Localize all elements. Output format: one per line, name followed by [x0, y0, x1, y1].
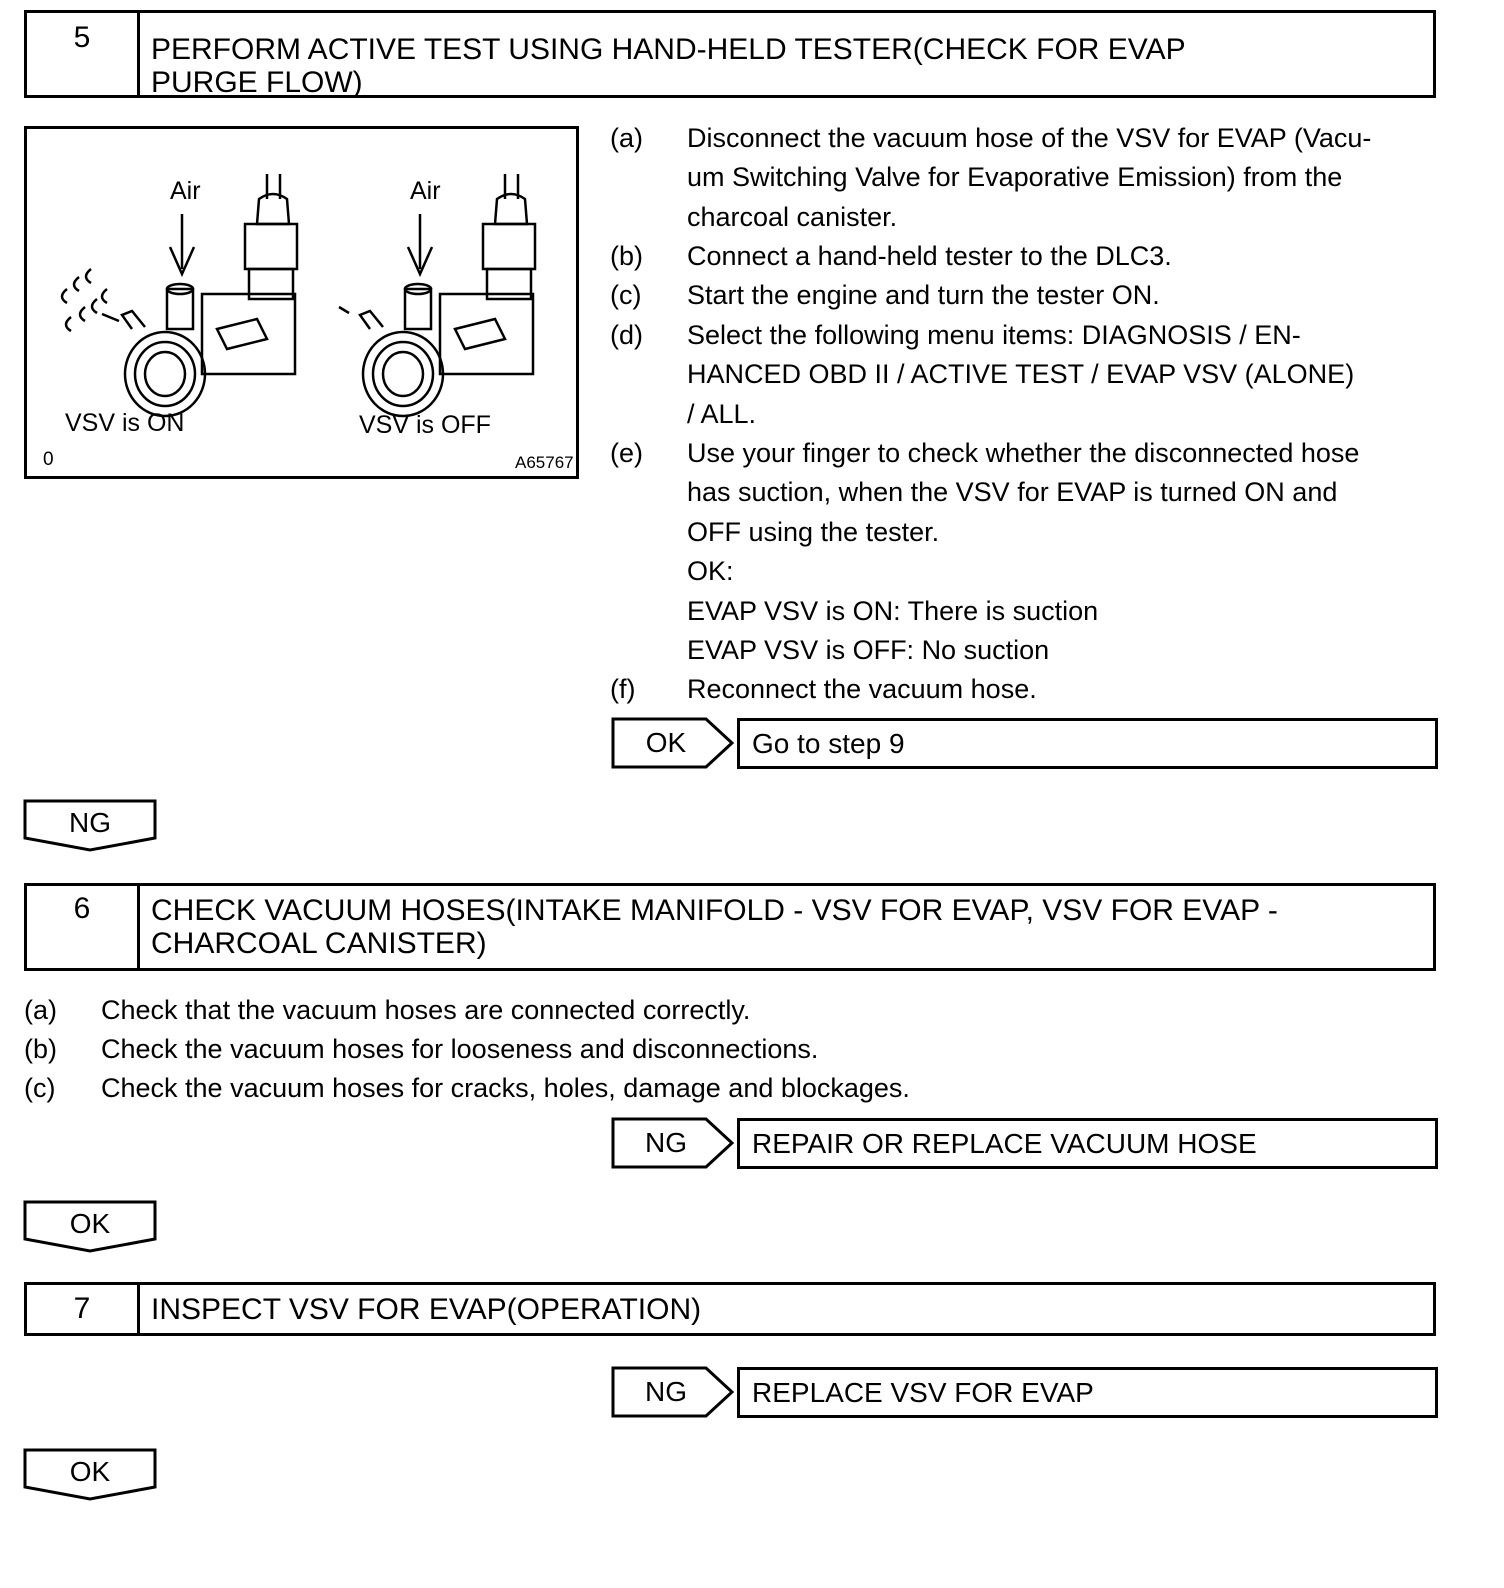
result-tag-ok: OK: [645, 727, 687, 758]
result-repair-hose: REPAIR OR REPLACE VACUUM HOSE: [737, 1118, 1438, 1169]
down-tag-ok: OK: [69, 1456, 111, 1487]
caption-vsv-off: VSV is OFF: [359, 411, 491, 439]
figure-corner-mark: 0: [43, 449, 54, 470]
figure-code: A65767: [515, 453, 574, 472]
result-tag-ng: NG: [645, 1127, 687, 1158]
air-label-right: Air: [410, 177, 441, 205]
step-7-header: [24, 1282, 1436, 1336]
step-5-header: [24, 10, 1436, 98]
down-tag-ok: OK: [69, 1208, 111, 1239]
result-tag-ng: NG: [645, 1376, 687, 1407]
step-title: INSPECT VSV FOR EVAP(OPERATION): [151, 1293, 702, 1326]
step-6-header: [24, 883, 1436, 971]
vsv-off-drawing: [339, 174, 535, 416]
air-label-left: Air: [170, 177, 201, 205]
step-title: PERFORM ACTIVE TEST USING HAND-HELD TESTER(CHECK FOR EVAP PURGE FLOW): [151, 33, 1186, 99]
caption-vsv-on: VSV is ON: [65, 409, 185, 437]
result-replace-vsv: REPLACE VSV FOR EVAP: [737, 1367, 1438, 1418]
vsv-illustration: [24, 126, 579, 479]
vsv-on-drawing: [62, 174, 297, 416]
step-number: 7: [27, 1285, 140, 1333]
result-go-to-step-9: Go to step 9: [737, 718, 1438, 769]
step-number: 5: [27, 13, 140, 95]
down-tag-ng: NG: [69, 807, 111, 838]
step-number: 6: [27, 886, 140, 968]
step-title: CHECK VACUUM HOSES(INTAKE MANIFOLD - VSV FOR EVAP, VSV FOR EVAP - CHARCOAL CANISTER): [151, 894, 1278, 960]
